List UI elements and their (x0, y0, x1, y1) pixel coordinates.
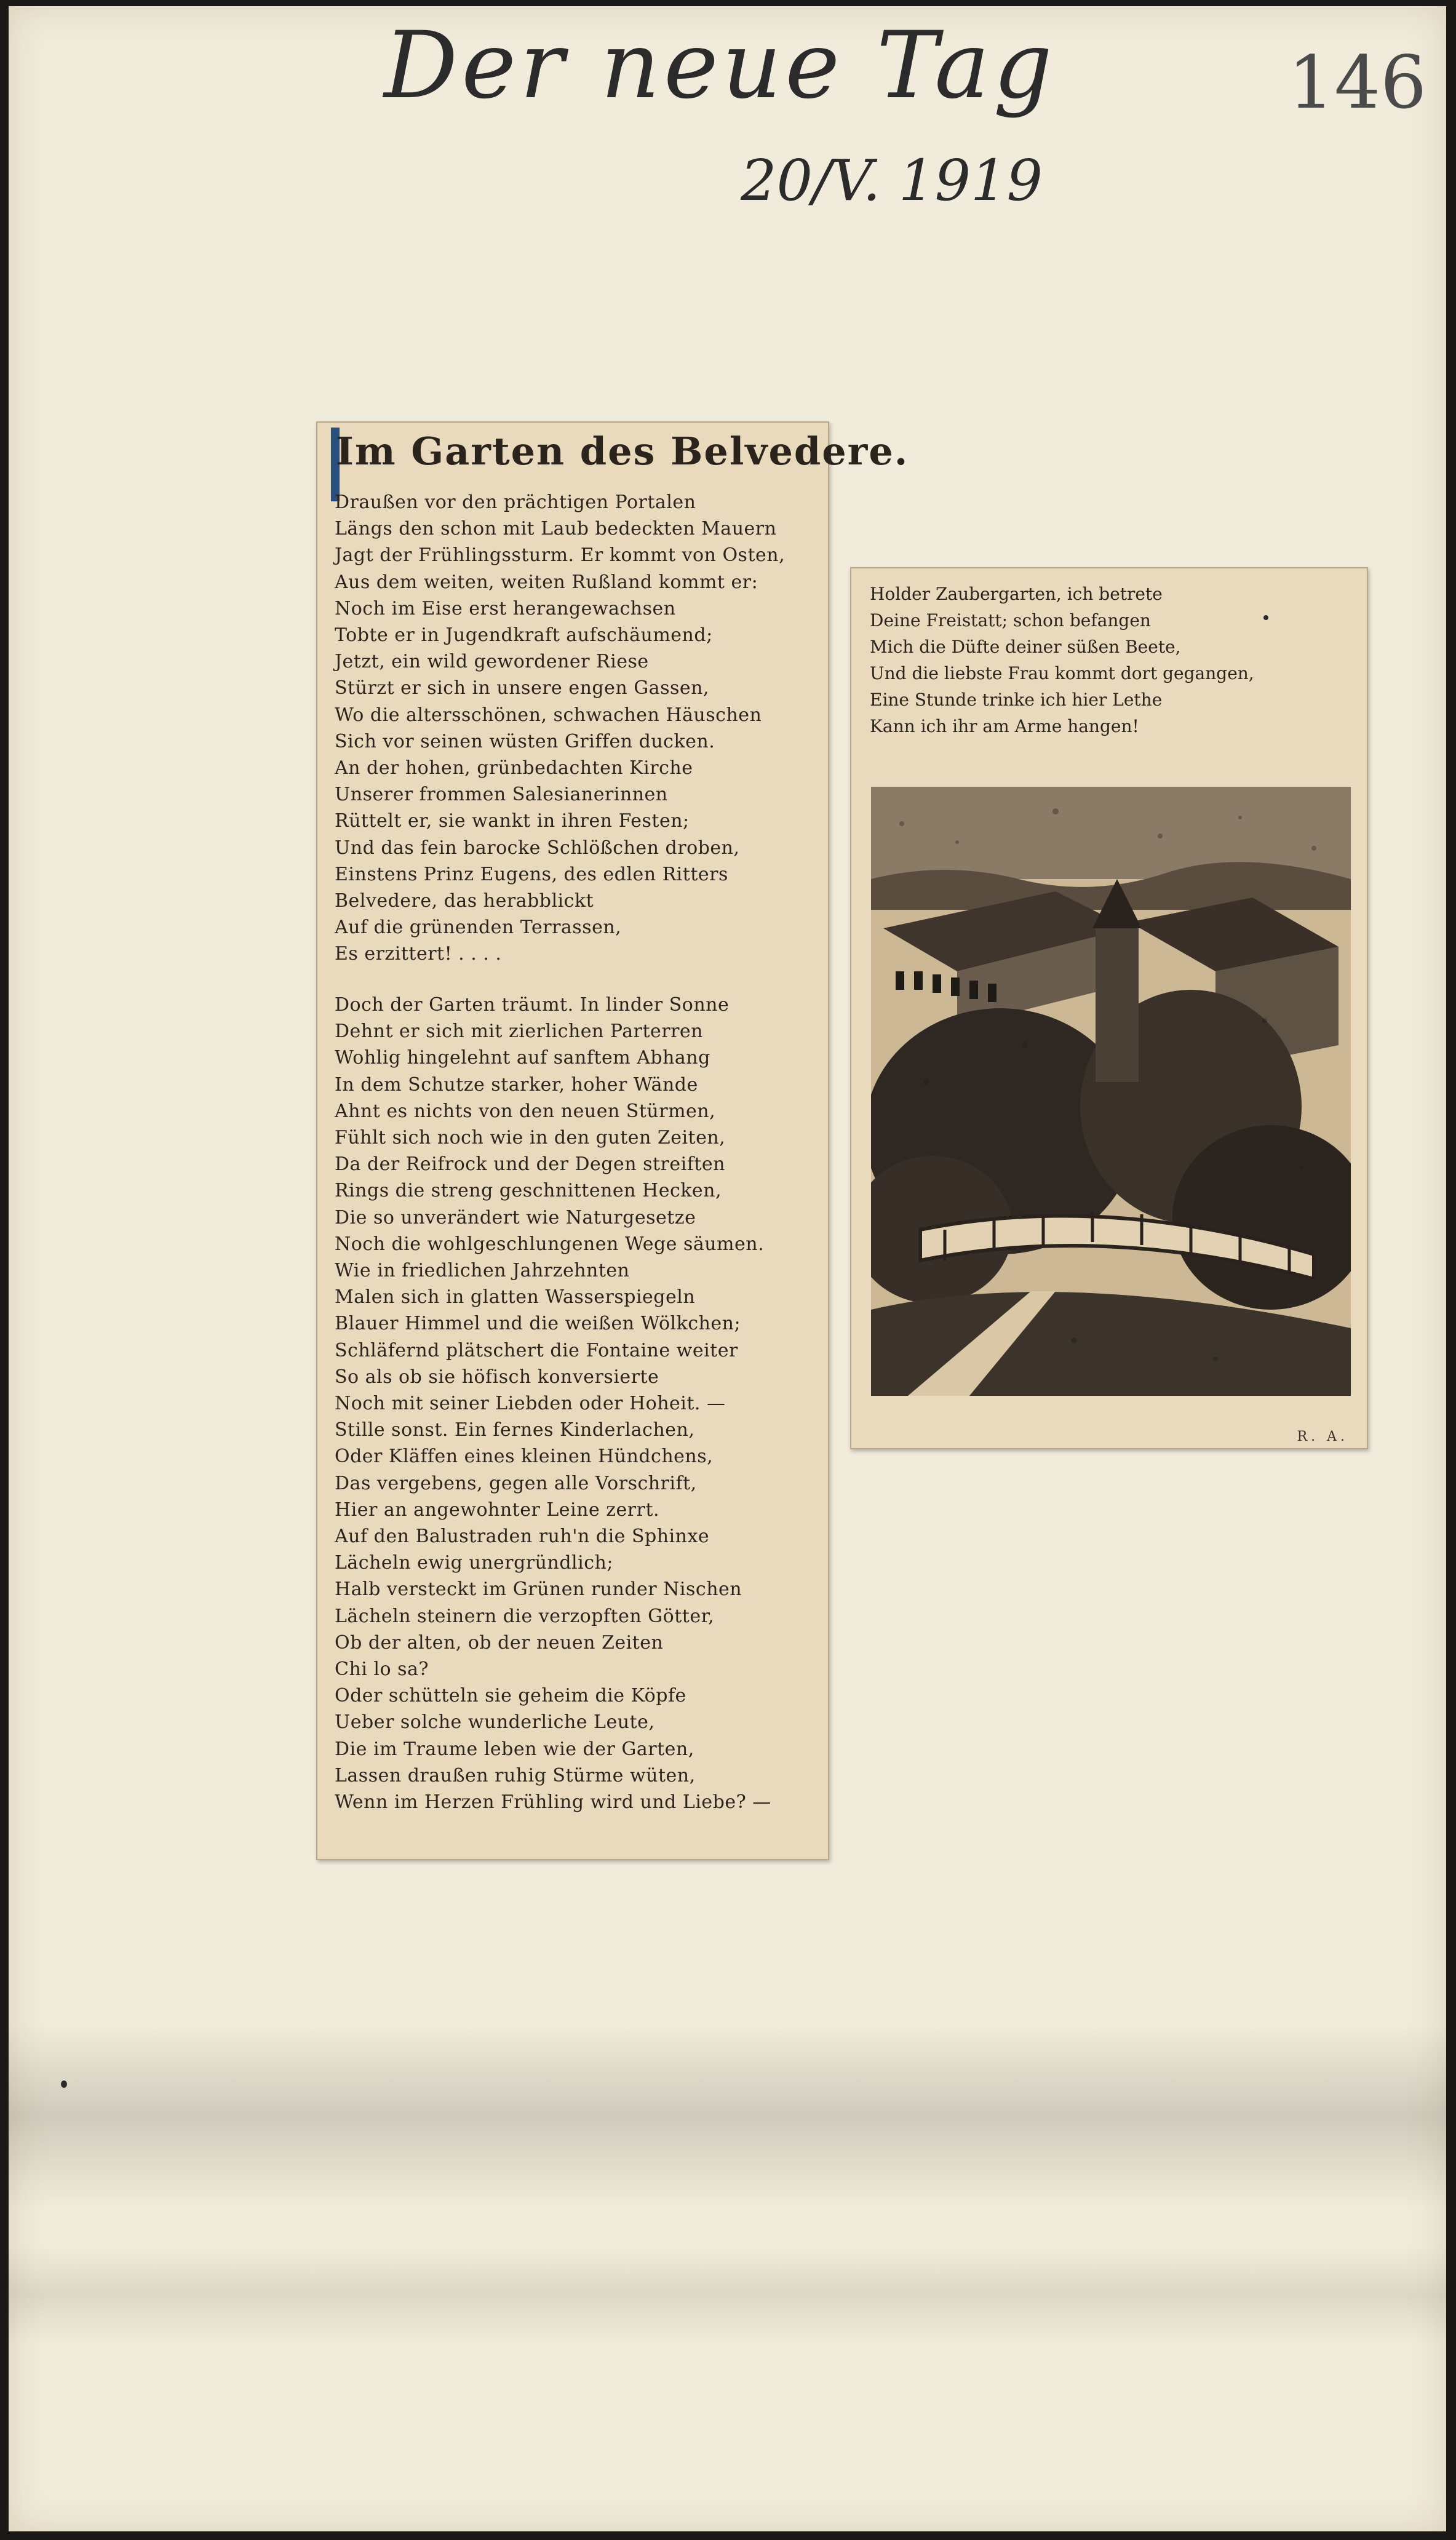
handwritten-newspaper-name: Der neue Tag (384, 12, 1056, 119)
poem-line: Draußen vor den prächtigen Portalen (335, 492, 696, 513)
poem-line: Das vergebens, gegen alle Vorschrift, (335, 1472, 697, 1494)
poem-line: Holder Zaubergarten, ich betrete (870, 584, 1163, 604)
handwritten-date: 20/V. 1919 (741, 148, 1043, 213)
poem-line: Aus dem weiten, weiten Rußland kommt er: (335, 571, 758, 593)
poem-stanza-1 (335, 489, 827, 968)
poem-line: Unserer frommen Salesianerinnen (335, 784, 668, 806)
poem-line: Noch mit seiner Liebden oder Hoheit. — (335, 1393, 726, 1415)
poem-line: Ueber solche wunderliche Leute, (335, 1711, 655, 1734)
poem-line: Ob der alten, ob der neuen Zeiten (335, 1631, 664, 1654)
poem-line: Jetzt, ein wild gewordener Riese (335, 651, 649, 673)
poem-line: Lächeln steinern die verzopften Götter, (335, 1605, 715, 1627)
poem-line: Wie in friedlichen Jahrzehnten (335, 1260, 630, 1282)
scan-shadow-band (9, 2245, 1446, 2344)
poem-line: Deine Freistatt; schon befangen (870, 610, 1151, 631)
poem-line: Jagt der Frühlingssturm. Er kommt von Osten, (335, 544, 786, 567)
poem-line: In dem Schutze starker, hoher Wände (335, 1073, 698, 1096)
poem-line: Malen sich in glatten Wasserspiegeln (335, 1286, 696, 1308)
poem-line: Längs den schon mit Laub bedeckten Mauern (335, 518, 777, 540)
poem-line: Mich die Düfte deiner süßen Beete, (870, 637, 1181, 657)
poem-line: Chi lo sa? (335, 1658, 429, 1681)
garden-woodcut-illustration (871, 787, 1351, 1396)
poem-line: Und die liebste Frau kommt dort gegangen, (870, 663, 1254, 683)
poem-line: Oder Kläffen eines kleinen Hündchens, (335, 1446, 714, 1468)
ink-speck (61, 2080, 67, 2088)
poem-line: Wo die altersschönen, schwachen Häuschen (335, 704, 762, 726)
poem-title: Im Garten des Belvedere. (336, 429, 909, 474)
poem-line: Kann ich ihr am Arme hangen! (870, 716, 1139, 736)
poem-line: Stille sonst. Ein fernes Kinderlachen, (335, 1419, 695, 1441)
poem-line: Rings die streng geschnittenen Hecken, (335, 1180, 722, 1202)
poem-line: Sich vor seinen wüsten Griffen ducken. (335, 730, 715, 752)
ink-speck (1263, 615, 1268, 620)
scan-shadow-band (9, 2024, 1446, 2208)
poem-line: Es erzittert! . . . . (335, 943, 502, 965)
poem-line: Ahnt es nichts von den neuen Stürmen, (335, 1100, 716, 1122)
poem-line: Oder schütteln sie geheim die Köpfe (335, 1685, 686, 1707)
archive-sheet (9, 6, 1446, 2531)
poem-line: Da der Reifrock und der Degen streiften (335, 1153, 725, 1176)
poem-line: Einstens Prinz Eugens, des edlen Ritters (335, 863, 728, 885)
poem-line: Wenn im Herzen Frühling wird und Liebe? — (335, 1791, 771, 1813)
poem-line: Rüttelt er, sie wankt in ihren Festen; (335, 810, 690, 832)
poem-line: Eine Stunde trinke ich hier Lethe (870, 690, 1163, 710)
poem-line: Lächeln ewig unergründlich; (335, 1552, 613, 1574)
poem-line: Halb versteckt im Grünen runder Nischen (335, 1579, 742, 1601)
verse-lines (870, 581, 1356, 739)
poem-line: Noch die wohlgeschlungenen Wege säumen. (335, 1233, 765, 1255)
poem-line: Die im Traume leben wie der Garten, (335, 1738, 694, 1760)
author-signature: R. A. (1297, 1429, 1348, 1444)
poem-line: Schläfernd plätschert die Fontaine weiter (335, 1339, 738, 1361)
poem-line: An der hohen, grünbedachten Kirche (335, 757, 693, 779)
poem-line: So als ob sie höfisch konversierte (335, 1366, 659, 1388)
handwritten-page-number: 146 (1288, 40, 1427, 125)
poem-line: Und das fein barocke Schlößchen droben, (335, 837, 740, 859)
poem-line: Fühlt sich noch wie in den guten Zeiten, (335, 1127, 726, 1149)
poem-line: Hier an angewohnter Leine zerrt. (335, 1499, 660, 1521)
poem-line: Blauer Himmel und die weißen Wölkchen; (335, 1313, 741, 1335)
poem-line: Stürzt er sich in unsere engen Gassen, (335, 677, 709, 699)
poem-line: Wohlig hingelehnt auf sanftem Abhang (335, 1047, 710, 1069)
poem-line: Doch der Garten träumt. In linder Sonne (335, 994, 730, 1016)
poem-line: Auf die grünenden Terrassen, (335, 917, 622, 939)
illustration-clipping (850, 567, 1368, 1449)
poem-line: Lassen draußen ruhig Stürme wüten, (335, 1764, 696, 1786)
poem-line: Tobte er in Jugendkraft aufschäumend; (335, 624, 713, 647)
poem-line: Belvedere, das herabblickt (335, 890, 594, 912)
poem-clipping (316, 421, 909, 1860)
poem-line: Dehnt er sich mit zierlichen Parterren (335, 1021, 704, 1043)
poem-line: Noch im Eise erst herangewachsen (335, 597, 676, 619)
poem-line: Die so unverändert wie Naturgesetze (335, 1206, 696, 1228)
poem-line: Auf den Balustraden ruh'n die Sphinxe (335, 1526, 710, 1548)
poem-stanza-2 (335, 992, 827, 1815)
